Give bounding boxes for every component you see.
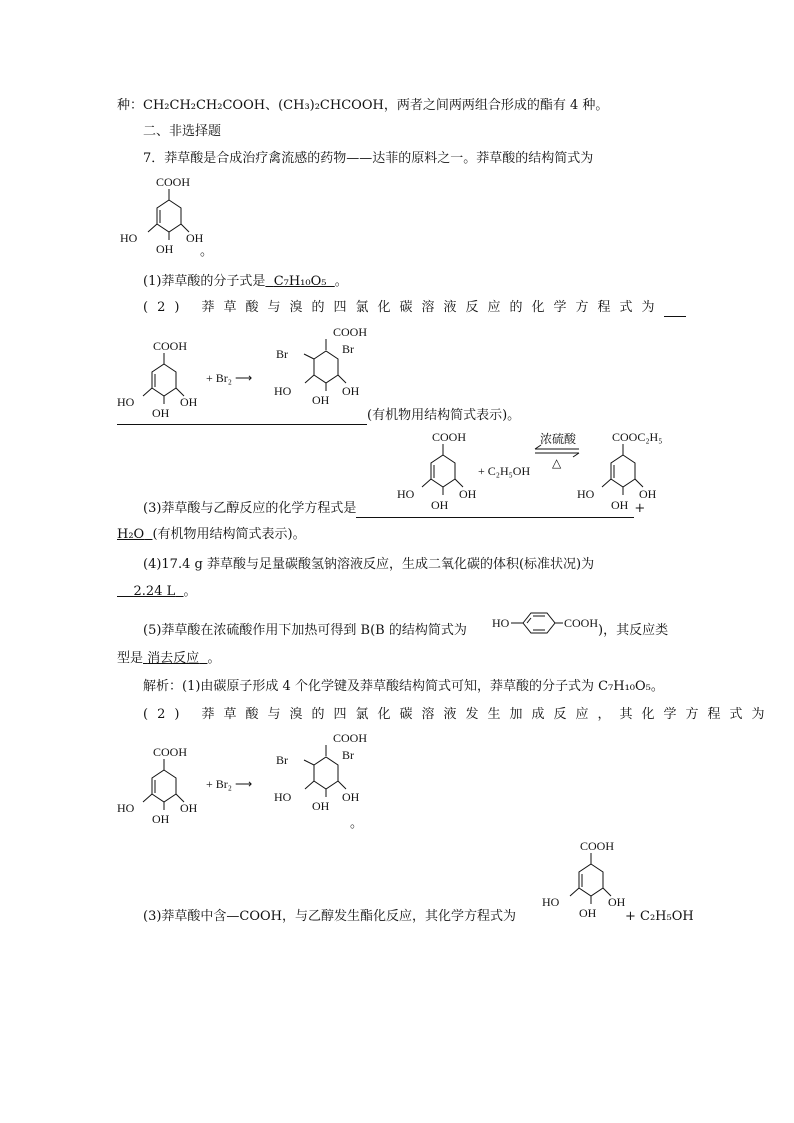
ester-label: COOC₂H₅ (612, 430, 663, 444)
q3-h2o: H₂O (117, 527, 145, 542)
oh-label: OH (342, 384, 360, 398)
cooh-label: COOH (333, 325, 368, 339)
oh-label: OH (611, 498, 629, 512)
oh-label: OH (608, 895, 626, 909)
cooh-label: COOH (333, 731, 368, 745)
compound-b-structure (488, 610, 603, 640)
q5-line2 (117, 650, 220, 668)
q1-prefix: (1)莽草酸的分子式是 (143, 274, 266, 289)
q4-text: (4)17.4 g 莽草酸与足量碳酸氢钠溶液反应，生成二氧化碳的体积(标准状况)为 (143, 557, 595, 572)
br-label: Br (342, 748, 354, 762)
period: 。 (207, 651, 221, 666)
oh-label: OH (180, 395, 198, 409)
ho-label: HO (542, 895, 560, 909)
q5-answer: 消去反应 (147, 651, 200, 666)
intro-line: 种：CH₂CH₂CH₂COOH、(CH₃)₂CHCOOH，两者之间两两组合形成的酯有 4 种。 (117, 98, 609, 113)
q4-answer-line (117, 583, 197, 601)
analysis-2: (2) 莽草酸与溴的四氯化碳溶液发生加成反应，其化学方程式为 (143, 707, 774, 722)
q3-suffix: (有机物用结构简式表示)。 (152, 527, 306, 542)
section-heading: 二、非选择题 (143, 124, 222, 139)
cooh-label: COOH (580, 839, 615, 853)
plus-ethanol: + C₂H₅OH (625, 909, 694, 924)
plus-br2-arrow: + Br₂ ⟶ (206, 371, 253, 385)
oh-label: OH (180, 801, 198, 815)
oh-label: OH (312, 393, 330, 407)
oh-label: OH (312, 799, 330, 813)
oh-label: OH (459, 487, 477, 501)
q7-intro: 7．莽草酸是合成治疗禽流感的药物——达菲的原料之一。莽草酸的结构简式为 (143, 151, 594, 166)
plus-ethanol: + C₂H₅OH (478, 464, 531, 478)
catalyst: 浓硫酸 (540, 432, 577, 446)
oh-label: OH (431, 498, 449, 512)
ho-label: HO (120, 231, 138, 245)
oh-label: OH (152, 406, 170, 420)
oh-label: OH (639, 487, 657, 501)
oh-label: OH (342, 790, 360, 804)
ho-label: HO (274, 384, 292, 398)
ho-label: HO (492, 616, 510, 630)
answer-blank (356, 503, 634, 518)
q5-suffix: )，其反应类 (598, 623, 669, 638)
q2-suffix: (有机物用结构简式表示)。 (367, 408, 521, 423)
analysis-3: (3)莽草酸中含—COOH，与乙醇发生酯化反应，其化学方程式为 (143, 909, 517, 924)
ho-label: HO (274, 790, 292, 804)
q1-answer: C₇H₁₀O₅ (273, 274, 327, 289)
q2-line (143, 299, 686, 317)
heat-symbol: △ (552, 456, 562, 470)
answer-blank (117, 410, 367, 425)
q4-answer: 2.24 L (133, 584, 176, 599)
ho-label: HO (397, 487, 415, 501)
oh-label: OH (156, 242, 174, 256)
q3-plus: + (634, 501, 646, 516)
analysis-equation (116, 728, 386, 828)
br-label: Br (276, 347, 288, 361)
oh-label: OH (152, 812, 170, 826)
cooh-label: COOH (564, 616, 599, 630)
answer-blank (664, 302, 686, 317)
cooh-label: COOH (153, 745, 188, 759)
plus-br2-arrow: + Br₂ ⟶ (206, 777, 253, 791)
cooh-label: COOH (432, 430, 467, 444)
q2-text: (2) 莽草酸与溴的四氯化碳溶液反应的化学方程式为 (143, 300, 664, 315)
cooh-label: COOH (153, 339, 188, 353)
q3-line (143, 500, 645, 518)
q3-prefix: (3)莽草酸与乙醇反应的化学方程式是 (143, 501, 357, 516)
q3-line2 (117, 526, 306, 544)
oh-label: OH (186, 231, 204, 245)
oh-label: OH (579, 906, 597, 920)
q2-answer-line (117, 407, 520, 425)
q1-line (143, 273, 348, 291)
period: 。 (200, 244, 214, 259)
ho-label: HO (117, 801, 135, 815)
br-label: Br (276, 753, 288, 767)
ho-label: HO (117, 395, 135, 409)
q5-prefix: (5)莽草酸在浓硫酸作用下加热可得到 B(B 的结构简式为 (143, 623, 467, 638)
period: 。 (350, 816, 364, 831)
q5-prefix2: 型是 (117, 651, 144, 666)
br-label: Br (342, 342, 354, 356)
ho-label: HO (577, 487, 595, 501)
analysis-intro: 解析：(1)由碳原子形成 4 个化学键及莽草酸结构简式可知，莽草酸的分子式为 C₇H₁₀O₅。 (143, 679, 664, 694)
period: 。 (183, 584, 197, 599)
period: 。 (334, 274, 348, 289)
cooh-label: COOH (156, 175, 191, 189)
